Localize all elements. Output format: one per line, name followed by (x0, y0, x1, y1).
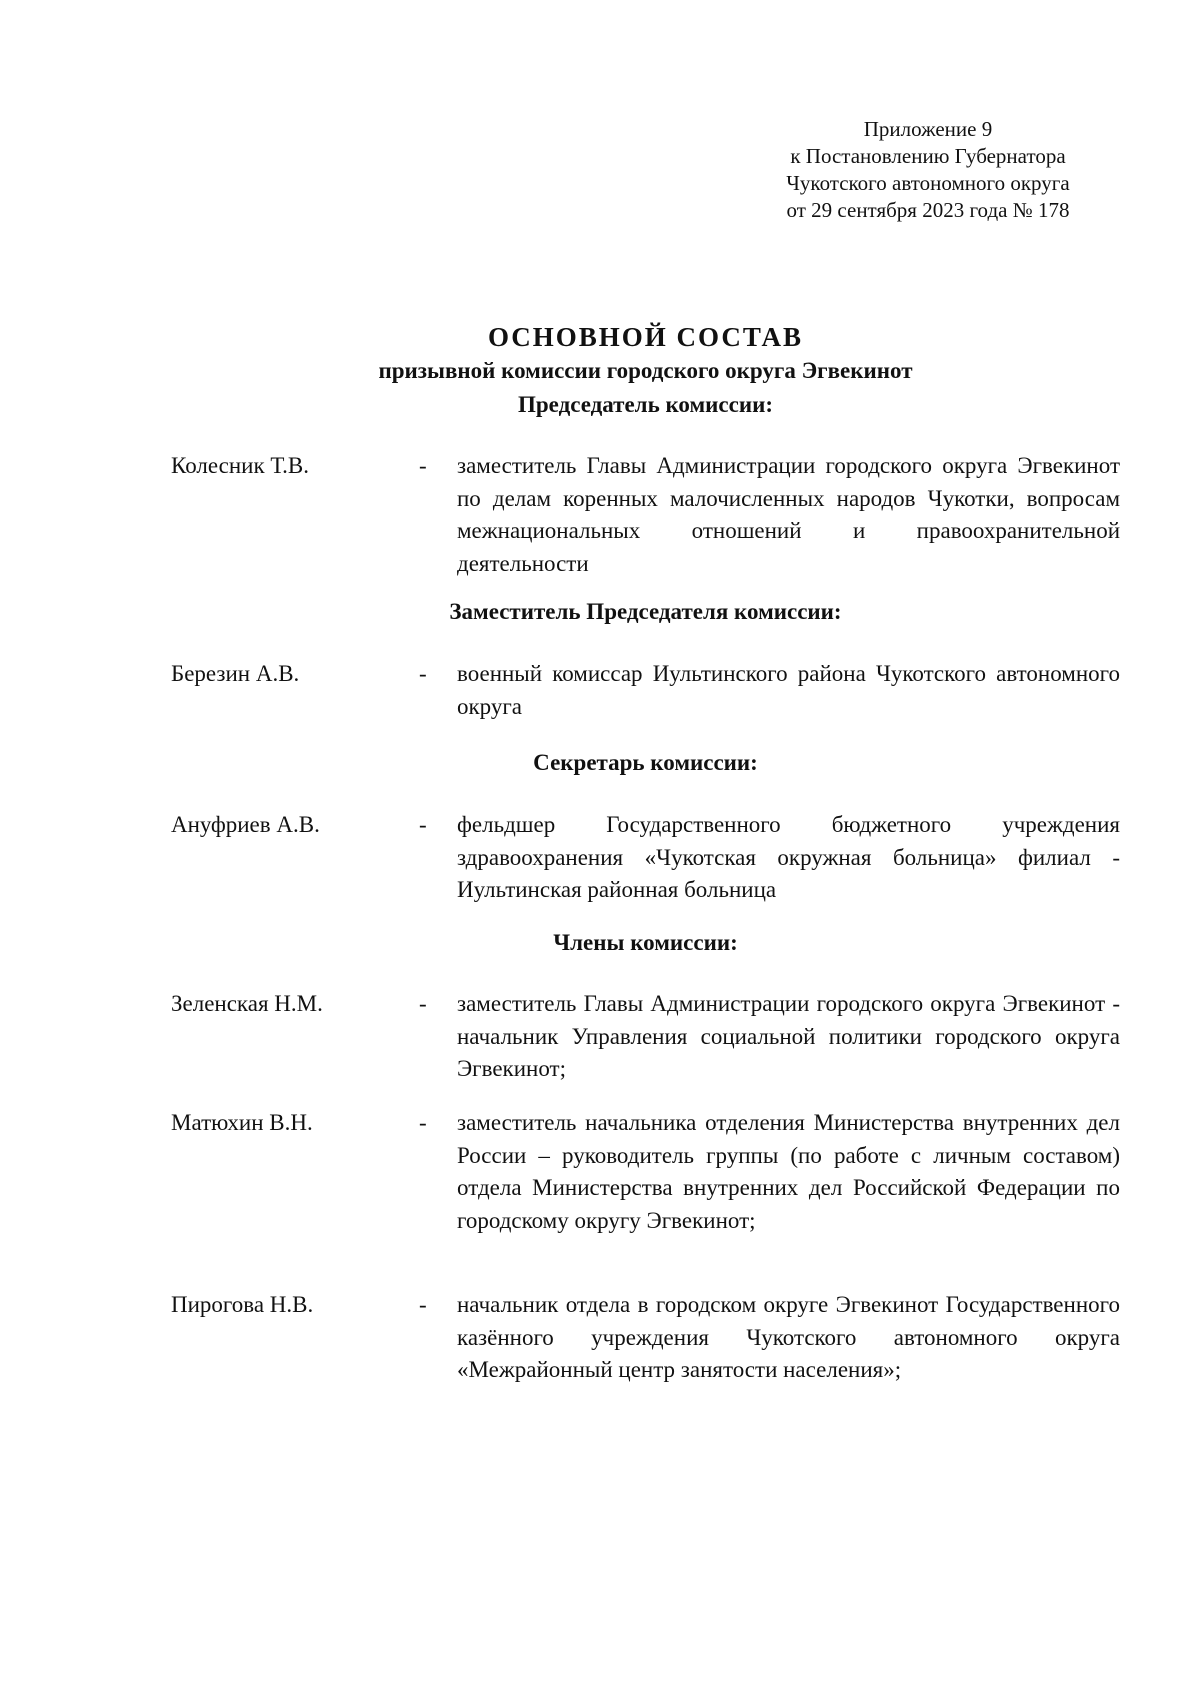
member-name: Ануфриев А.В. (171, 812, 320, 837)
member-position: заместитель Главы Администрации городского округа Эгвекинот - начальник Управления социальной политики городского округа Эгвекинот; (457, 991, 1120, 1081)
member-position: заместитель начальника отделения Министерства внутренних дел России – руководитель группы (по работе с личным составом) отдела Министерства внутренних дел Российской Федерации по городскому округу Эгвекинот; (457, 1110, 1120, 1233)
member-position: фельдшер Государственного бюджетного учреждения здравоохранения «Чукотская окружная больница» филиал - Иультинская районная больница (457, 812, 1120, 902)
member-name: Березин А.В. (171, 661, 300, 686)
member-name: Колесник Т.В. (171, 453, 309, 478)
section-heading-chairman: Председатель комиссии: (518, 392, 773, 417)
member-dash: - (419, 1110, 427, 1135)
member-dash: - (419, 991, 427, 1016)
member-name: Матюхин В.Н. (171, 1110, 313, 1135)
member-position: военный комиссар Иультинского района Чукотского автономного округа (457, 661, 1120, 719)
document-title: ОСНОВНОЙ СОСТАВ (487, 322, 804, 352)
member-dash: - (419, 453, 427, 478)
appendix-line: от 29 сентября 2023 года № 178 (786, 198, 1070, 222)
member-dash: - (419, 661, 427, 686)
member-position: заместитель Главы Администрации городского округа Эгвекинот по делам коренных малочисленных народов Чукотки, вопросам межнациональных отношений и правоохранительной деятельности (457, 453, 1120, 576)
document-subtitle: призывной комиссии городского округа Эгвекинот (378, 358, 913, 383)
appendix-line: к Постановлению Губернатора (790, 144, 1066, 168)
member-name: Пирогова Н.В. (171, 1292, 314, 1317)
section-heading-secretary: Секретарь комиссии: (533, 750, 758, 775)
member-dash: - (419, 812, 427, 837)
appendix-line: Приложение 9 (863, 117, 993, 141)
member-name: Зеленская Н.М. (171, 991, 323, 1016)
member-dash: - (419, 1292, 427, 1317)
section-heading-members: Члены комиссии: (553, 930, 738, 955)
appendix-line: Чукотского автономного округа (786, 171, 1070, 195)
appendix-header (738, 116, 1118, 224)
section-heading-deputy: Заместитель Председателя комиссии: (449, 599, 842, 624)
member-position: начальник отдела в городском округе Эгвекинот Государственного казённого учреждения Чукотского автономного округа «Межрайонный центр занятости населения»; (457, 1292, 1120, 1382)
